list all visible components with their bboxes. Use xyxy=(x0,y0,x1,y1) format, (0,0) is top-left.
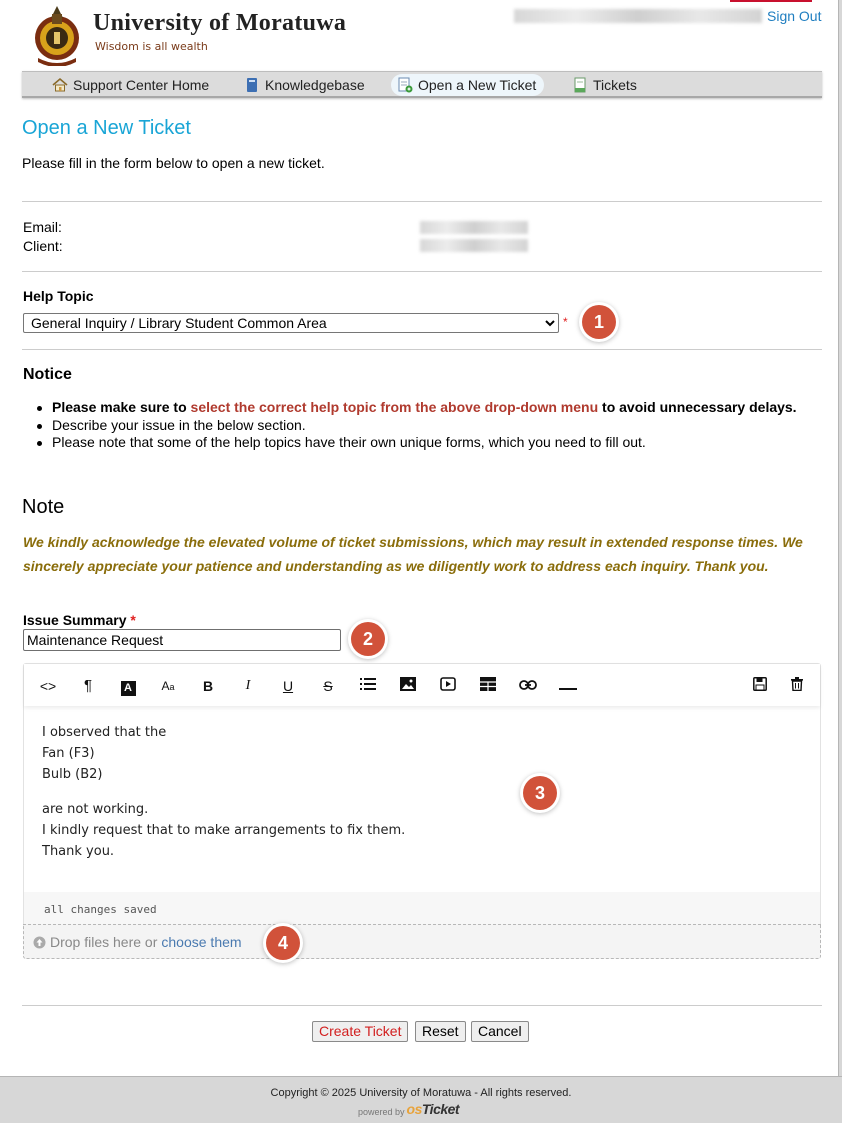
font-color-icon[interactable]: A xyxy=(117,676,139,696)
nav-label: Support Center Home xyxy=(73,77,210,93)
divider xyxy=(22,271,822,272)
table-icon[interactable] xyxy=(477,676,499,696)
create-ticket-button[interactable]: Create Ticket xyxy=(312,1021,408,1042)
bold-icon[interactable]: B xyxy=(202,678,214,694)
notice-item: Please note that some of the help topics have their own unique forms, which you need to fill out. xyxy=(52,434,797,452)
client-value-redacted xyxy=(420,239,528,252)
sign-out-link[interactable]: Sign Out xyxy=(767,8,822,24)
notice-list xyxy=(52,399,797,452)
draft-status: all changes saved xyxy=(44,903,157,916)
annotation-badge-3: 3 xyxy=(523,776,557,810)
divider xyxy=(22,201,822,202)
home-icon xyxy=(52,77,68,93)
powered-by-label: powered by xyxy=(358,1107,405,1117)
nav-label: Open a New Ticket xyxy=(418,77,537,93)
required-marker: * xyxy=(130,612,136,628)
divider xyxy=(22,349,822,350)
file-dropzone[interactable] xyxy=(23,924,821,959)
client-label: Client: xyxy=(23,238,63,254)
annotation-badge-4: 4 xyxy=(266,926,300,960)
university-crest-logo xyxy=(32,2,82,66)
nav-item-open-new-ticket[interactable] xyxy=(391,74,544,96)
issue-summary-input[interactable] xyxy=(23,629,341,651)
rich-text-editor xyxy=(23,663,821,959)
link-icon[interactable] xyxy=(517,676,539,696)
delete-draft-icon[interactable] xyxy=(786,676,808,696)
horizontal-rule-icon[interactable] xyxy=(557,676,579,696)
editor-line: Bulb (B2) xyxy=(42,767,103,782)
font-size-icon[interactable]: Aa xyxy=(161,679,175,693)
header-accent-strip xyxy=(730,0,812,2)
help-topic-label: Help Topic xyxy=(23,288,94,304)
editor-line: I kindly request that to make arrangements to fix them. xyxy=(42,823,406,838)
note-body: We kindly acknowledge the elevated volume of ticket submissions, which may result in extended response times. We sincerely appreciate your patience and understanding as we diligently work to address each inquiry. Thank you. xyxy=(23,534,803,574)
nav-item-support-center-home[interactable] xyxy=(46,74,217,96)
annotation-badge-1: 1 xyxy=(582,305,616,339)
editor-line: I observed that the xyxy=(42,725,167,740)
notice-item: Please make sure to select the correct help topic from the above drop-down menu to avoid unnecessary delays. xyxy=(52,399,797,415)
required-marker: * xyxy=(563,315,568,329)
user-name-redacted xyxy=(514,9,762,23)
cancel-button[interactable]: Cancel xyxy=(471,1021,529,1042)
note-heading: Note xyxy=(22,496,65,518)
divider xyxy=(22,1005,822,1006)
page-edge xyxy=(838,0,842,1077)
video-icon[interactable] xyxy=(437,676,459,696)
email-label: Email: xyxy=(23,219,62,235)
italic-icon[interactable]: I xyxy=(245,678,251,693)
notice-heading: Notice xyxy=(23,366,72,383)
nav-label: Knowledgebase xyxy=(265,77,365,93)
dropzone-text: Drop files here or choose them xyxy=(33,934,242,950)
copyright-text: Copyright © 2025 University of Moratuwa - All rights reserved. xyxy=(270,1087,572,1099)
osticket-logo: osTicket xyxy=(406,1101,460,1117)
help-topic-select[interactable] xyxy=(23,313,559,333)
powered-by[interactable] xyxy=(358,1101,459,1117)
notice-item: Describe your issue in the below section. xyxy=(52,417,797,435)
page-intro: Please fill in the form below to open a new ticket. xyxy=(22,155,325,171)
upload-icon xyxy=(33,936,46,949)
email-value-redacted xyxy=(420,221,528,234)
code-view-icon[interactable]: <> xyxy=(39,678,57,694)
nav-item-knowledgebase[interactable] xyxy=(238,74,373,96)
image-icon[interactable] xyxy=(397,676,419,696)
editor-line: Fan (F3) xyxy=(42,746,95,761)
editor-content[interactable] xyxy=(42,722,405,862)
page-title: Open a New Ticket xyxy=(22,117,191,139)
university-name: University of Moratuwa xyxy=(93,10,347,36)
new-ticket-icon xyxy=(397,77,413,93)
book-icon xyxy=(244,77,260,93)
editor-toolbar xyxy=(24,664,820,706)
underline-icon[interactable]: U xyxy=(282,678,294,694)
list-icon[interactable] xyxy=(357,676,379,696)
save-draft-icon[interactable] xyxy=(749,676,771,696)
nav-item-tickets[interactable] xyxy=(566,74,645,96)
notice-highlight: select the correct help topic from the above drop-down menu xyxy=(190,399,599,415)
reset-button[interactable]: Reset xyxy=(415,1021,466,1042)
editor-line: Thank you. xyxy=(42,844,115,859)
annotation-badge-2: 2 xyxy=(351,622,385,656)
main-navigation xyxy=(22,71,822,98)
tickets-icon xyxy=(572,77,588,93)
editor-line: are not working. xyxy=(42,802,149,817)
strikethrough-icon[interactable]: S xyxy=(323,678,333,694)
editor-status-bar xyxy=(24,892,820,924)
choose-files-link[interactable]: choose them xyxy=(161,934,242,950)
university-motto: Wisdom is all wealth xyxy=(95,40,208,53)
nav-label: Tickets xyxy=(593,77,637,93)
issue-summary-label: Issue Summary * xyxy=(23,612,136,628)
paragraph-icon[interactable]: ¶ xyxy=(83,677,93,694)
